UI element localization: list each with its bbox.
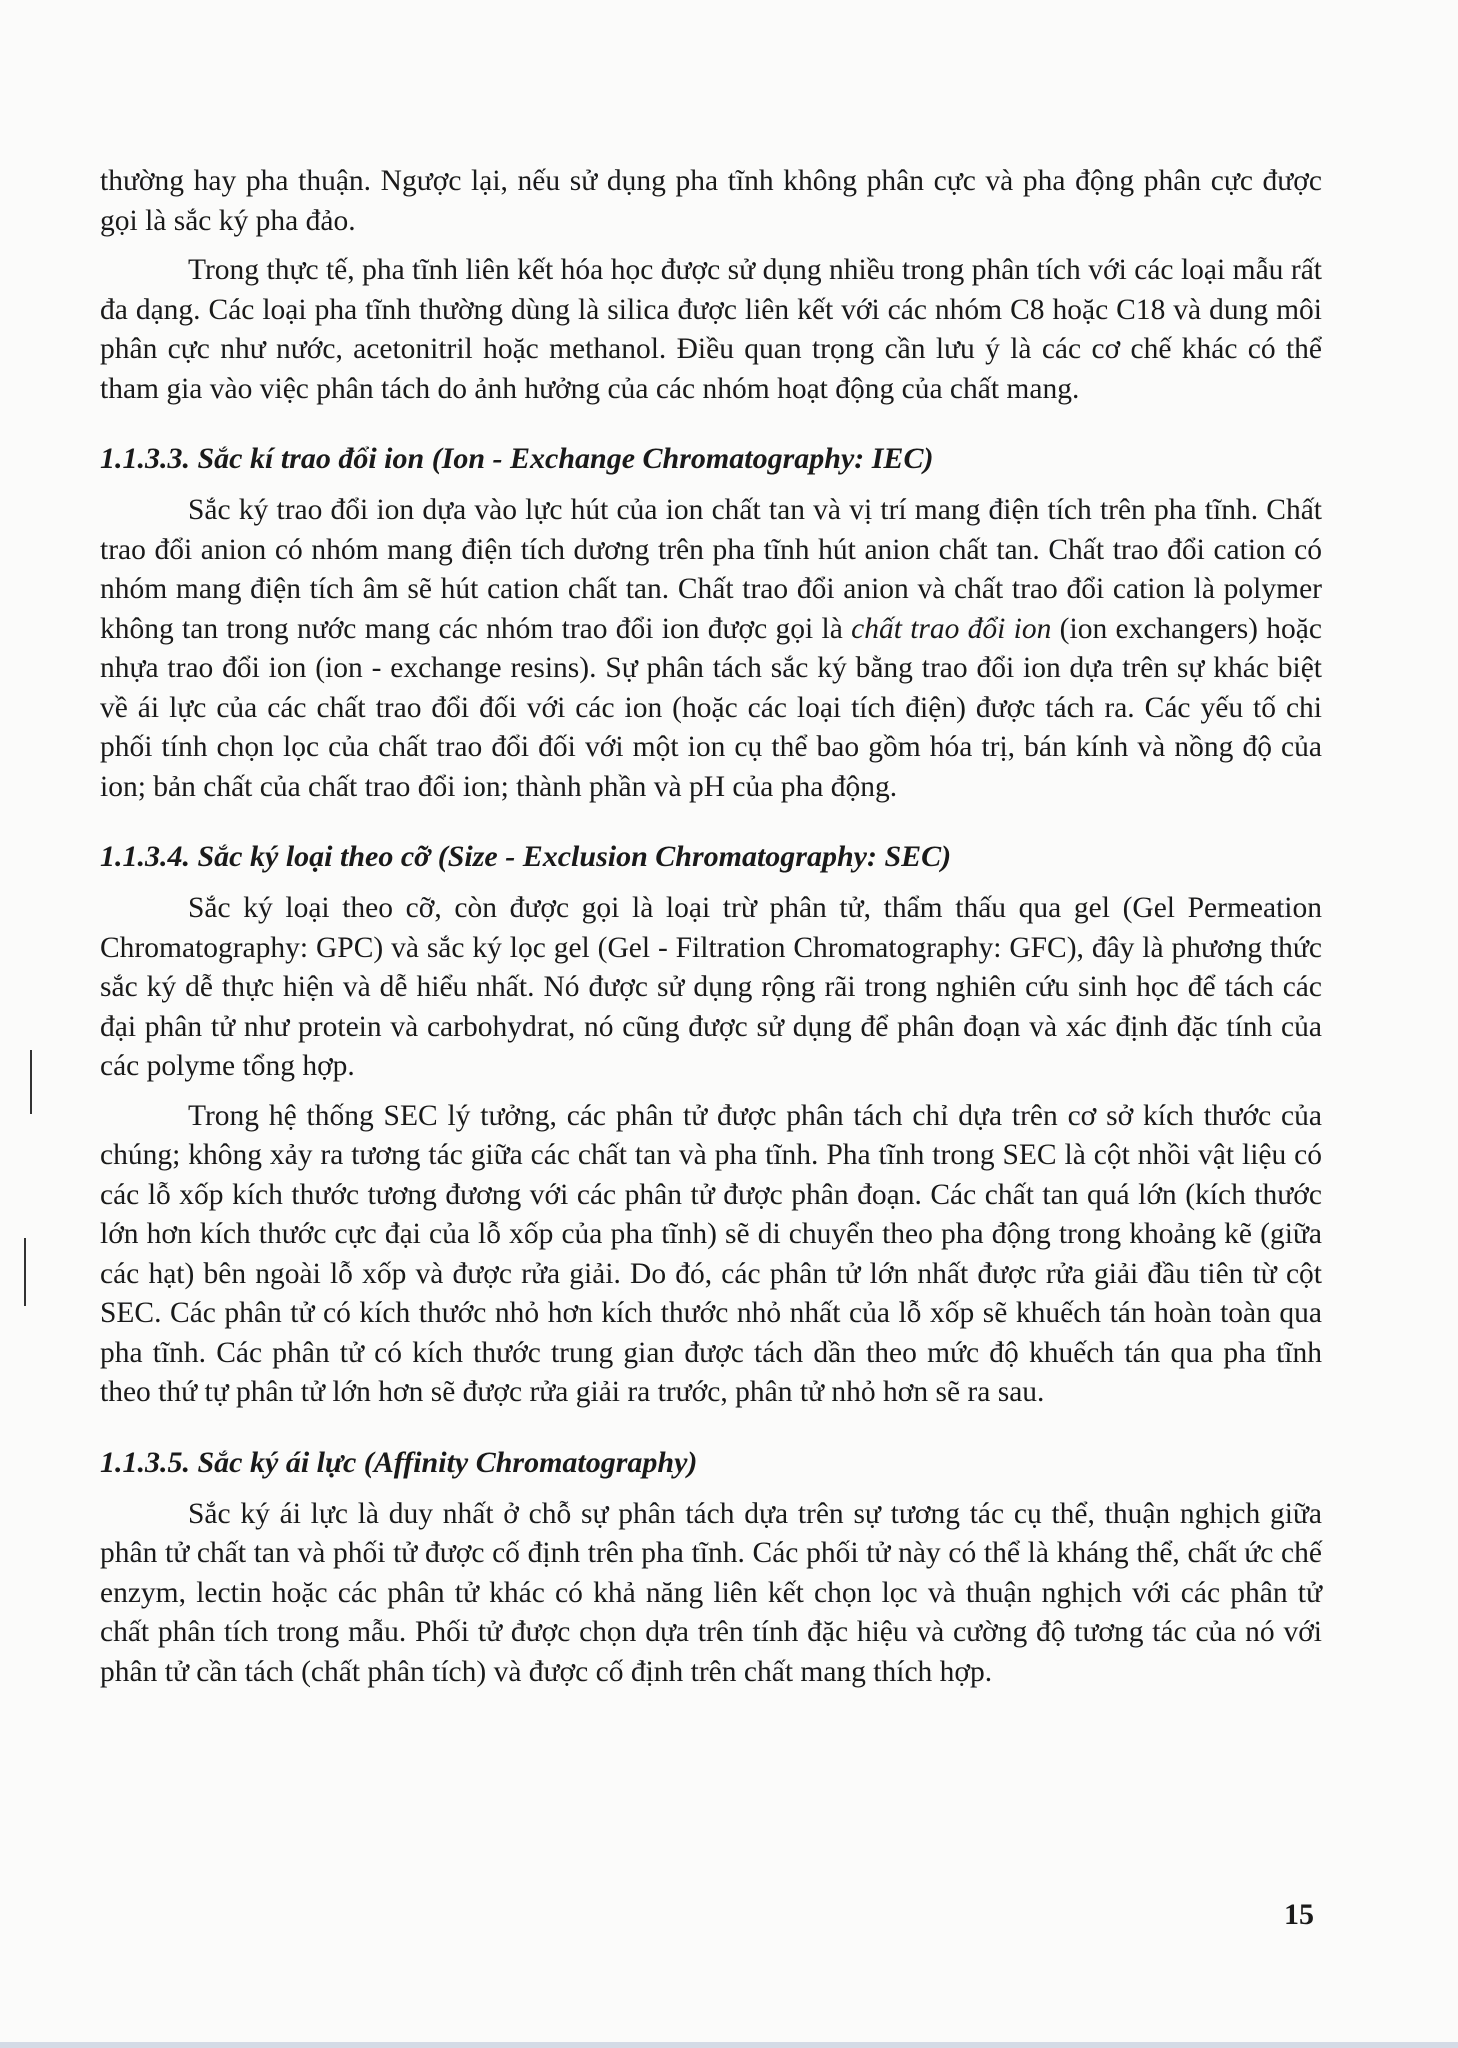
margin-mark: [30, 1050, 32, 1114]
page-body: [100, 162, 1322, 1692]
scan-edge-strip: [0, 2042, 1458, 2048]
affinity-paragraph: Sắc ký ái lực là duy nhất ở chỗ sự phân tách dựa trên sự tương tác cụ thể, thuận nghịch giữa phân tử chất tan và phối tử được cố định trên pha tĩnh. Các phối tử này có thể là kháng thể, chất ức chế enzym, lectin hoặc các phân tử khác có khả năng liên kết chọn lọc và thuận nghịch với các phân tử chất phân tích trong mẫu. Phối tử được chọn dựa trên tính đặc hiệu và cường độ tương tác của nó với phân tử cần tách (chất phân tích) và được cố định trên chất mang thích hợp.: [100, 1497, 1322, 1688]
iec-text-before: Sắc ký trao đổi ion dựa vào lực hút của ion chất tan và vị trí mang điện tích trên pha tĩnh. Chất trao đổi anion có nhóm mang điện tích dương trên pha tĩnh hút anion chất tan. Chất trao đổi cation có nhóm mang điện tích âm sẽ hút cation chất tan. Chất trao đổi anion và chất trao đổi cation là polymer không tan trong nước mang các nhóm trao đổi ion được gọi là: [100, 494, 1322, 645]
iec-text-after: (ion exchangers) hoặc nhựa trao đổi ion (ion - exchange resins). Sự phân tách sắc ký bằng trao đổi ion dựa trên sự khác biệt về ái lực của các chất trao đổi đối với các ion (hoặc các loại tích điện) được tách ra. Các yếu tố chi phối tính chọn lọc của chất trao đổi đối với một ion cụ thể bao gồm hóa trị, bán kính và nồng độ của ion; bản chất của chất trao đổi ion; thành phần và pH của pha động.: [100, 612, 1322, 803]
heading-affinity: 1.1.3.5. Sắc ký ái lực (Affinity Chromatography): [100, 1445, 698, 1479]
iec-paragraph: [100, 491, 1322, 807]
sec-paragraph-2: Trong hệ thống SEC lý tưởng, các phân tử được phân tách chỉ dựa trên cơ sở kích thước của chúng; không xảy ra tương tác giữa các chất tan và pha tĩnh. Pha tĩnh trong SEC là cột nhồi vật liệu có các lỗ xốp kích thước tương đương với các phân tử được phân đoạn. Các chất tan quá lớn (kích thước lớn hơn kích thước cực đại của lỗ xốp của pha tĩnh) sẽ di chuyển theo pha động trong khoảng kẽ (giữa các hạt) bên ngoài lỗ xốp và được rửa giải. Do đó, các phân tử lớn nhất được rửa giải đầu tiên từ cột SEC. Các phân tử có kích thước nhỏ hơn kích thước nhỏ nhất của lỗ xốp sẽ khuếch tán hoàn toàn qua pha tĩnh. Các phân tử có kích thước trung gian được tách dần theo mức độ khuếch tán qua pha tĩnh theo thứ tự phân tử lớn hơn sẽ được rửa giải ra trước, phân tử nhỏ hơn sẽ ra sau.: [100, 1099, 1322, 1408]
sec-paragraph-1: Sắc ký loại theo cỡ, còn được gọi là loại trừ phân tử, thẩm thấu qua gel (Gel Permeation Chromatography: GPC) và sắc ký lọc gel (Gel - Filtration Chromatography: GFC), đây là phương thức sắc ký dễ thực hiện và dễ hiểu nhất. Nó được sử dụng rộng rãi trong nghiên cứu sinh học để tách các đại phân tử như protein và carbohydrat, nó cũng được sử dụng để phân đoạn và xác định đặc tính của các polyme tổng hợp.: [100, 892, 1322, 1082]
margin-mark: [24, 1238, 26, 1306]
iec-italic-term: chất trao đổi ion: [851, 612, 1052, 645]
practice-paragraph: Trong thực tế, pha tĩnh liên kết hóa học được sử dụng nhiều trong phân tích với các loại mẫu rất đa dạng. Các loại pha tĩnh thường dùng là silica được liên kết với các nhóm C8 hoặc C18 và dung môi phân cực như nước, acetonitril hoặc methanol. Điều quan trọng cần lưu ý là các cơ chế khác có thể tham gia vào việc phân tách do ảnh hưởng của các nhóm hoạt động của chất mang.: [100, 254, 1322, 405]
heading-sec: 1.1.3.4. Sắc ký loại theo cỡ (Size - Exclusion Chromatography: SEC): [100, 840, 952, 873]
heading-iec: 1.1.3.3. Sắc kí trao đổi ion (Ion - Exchange Chromatography: IEC): [100, 442, 934, 475]
page-number: 15: [1284, 1898, 1314, 1931]
intro-paragraph: thường hay pha thuận. Ngược lại, nếu sử dụng pha tĩnh không phân cực và pha động phân cực được gọi là sắc ký pha đảo.: [100, 165, 1322, 237]
